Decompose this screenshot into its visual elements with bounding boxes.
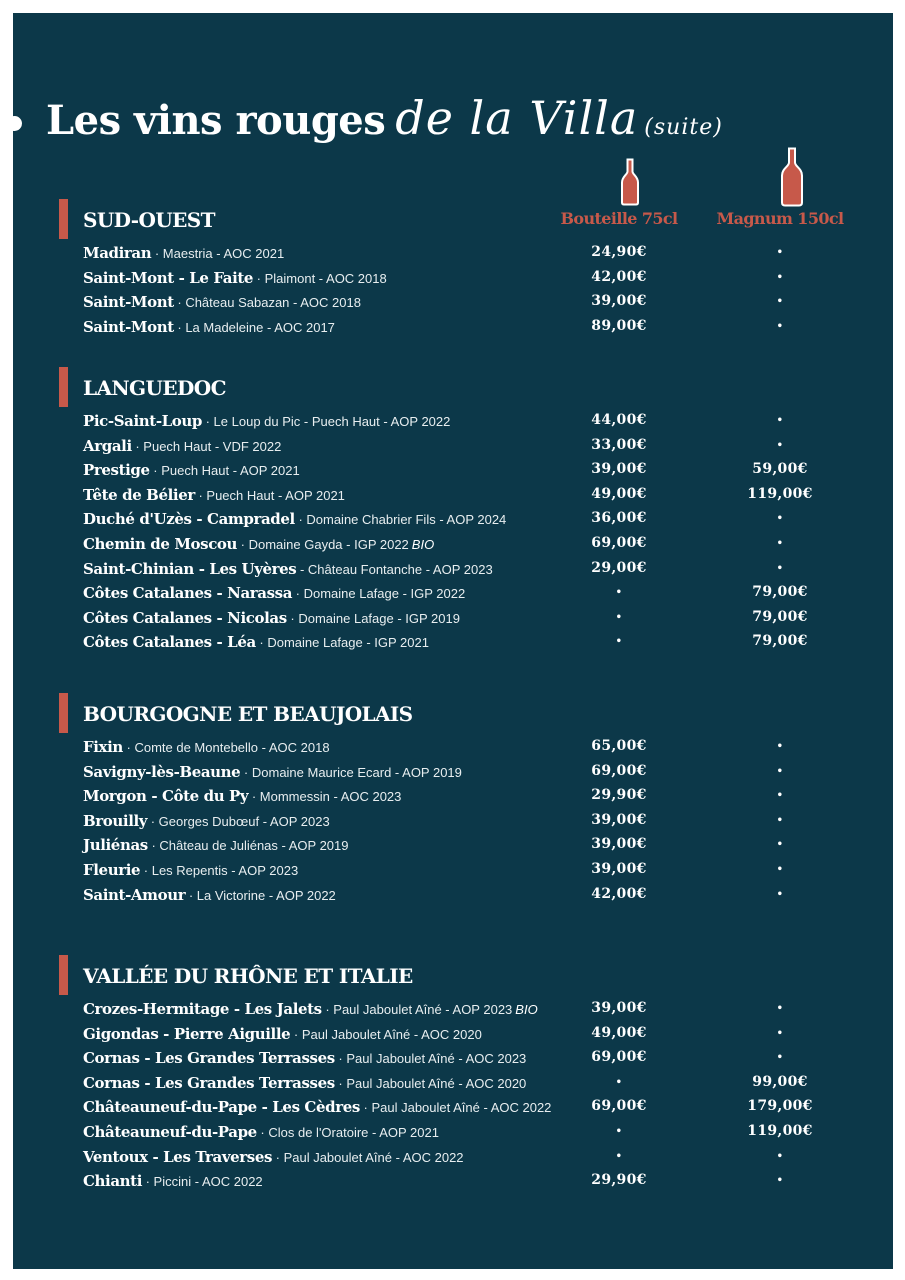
wine-row — [13, 291, 893, 316]
section-header — [13, 955, 893, 995]
wine-label — [83, 738, 333, 757]
wine-detail: · Domaine Chabrier Fils - AOP 2024 — [294, 512, 507, 528]
wine-row — [13, 410, 893, 435]
price-magnum: • — [776, 320, 784, 332]
wine-label — [83, 1148, 467, 1167]
wine-row — [13, 508, 893, 533]
price-magnum: • — [776, 790, 784, 802]
price-bottle: 39,00€ — [591, 1000, 647, 1016]
wine-row — [13, 1170, 893, 1195]
section-title: BOURGOGNE ET BEAUJOLAIS — [83, 702, 413, 726]
wine-label — [83, 1025, 485, 1044]
section-rhone-italie — [13, 955, 893, 1195]
price-bottle: 39,00€ — [591, 293, 647, 310]
wine-detail: · Paul Jaboulet Aîné - AOP 2023 — [321, 1002, 513, 1017]
wine-row — [13, 484, 893, 509]
price-magnum: 119,00€ — [747, 1122, 813, 1139]
wine-detail: · La Madeleine - AOC 2017 — [173, 319, 335, 335]
wine-row — [13, 459, 893, 484]
wine-name: Châteauneuf-du-Pape - Les Cèdres — [83, 1098, 360, 1117]
wine-name: Argali — [83, 436, 132, 455]
wine-detail: · Puech Haut - VDF 2022 — [131, 438, 282, 454]
price-bottle: 69,00€ — [591, 762, 647, 779]
price-magnum: • — [776, 537, 784, 549]
wine-label — [83, 1074, 529, 1093]
wine-row — [13, 834, 893, 859]
wine-label — [83, 293, 364, 312]
price-magnum: • — [776, 439, 784, 451]
wine-name: Madiran — [83, 244, 152, 262]
wine-row — [13, 1096, 893, 1121]
wine-detail: · Maestria - AOC 2021 — [151, 246, 285, 261]
title-suite: (suite) — [644, 115, 723, 140]
wine-name: Côtes Catalanes - Nicolas — [83, 608, 287, 627]
price-bottle: 39,00€ — [591, 836, 647, 853]
wine-label — [83, 1123, 442, 1142]
bio-label: BIO — [411, 536, 435, 552]
wine-detail: · Paul Jaboulet Aîné - AOC 2023 — [334, 1051, 527, 1067]
price-magnum: • — [776, 1003, 784, 1014]
wine-label — [83, 812, 333, 831]
price-bottle: 69,00€ — [591, 1049, 647, 1066]
wine-detail: · Clos de l'Oratoire - AOP 2021 — [256, 1124, 439, 1140]
wine-label — [83, 535, 434, 554]
wine-detail: · Piccini - AOC 2022 — [142, 1174, 263, 1190]
price-magnum: • — [776, 1150, 784, 1162]
wine-detail: · Georges Dubœuf - AOP 2023 — [147, 813, 330, 829]
price-magnum: 79,00€ — [752, 633, 808, 650]
wine-list — [13, 410, 893, 656]
wine-detail: · Puech Haut - AOP 2021 — [149, 463, 300, 479]
wine-name: Châteauneuf-du-Pape — [83, 1122, 257, 1141]
wine-detail: · Château de Juliénas - AOP 2019 — [147, 838, 349, 854]
price-bottle: 39,00€ — [591, 461, 647, 478]
price-magnum: • — [776, 513, 784, 525]
wine-name: Saint-Mont — [83, 317, 174, 336]
wine-row — [13, 558, 893, 583]
wine-detail: · Paul Jaboulet Aîné - AOC 2022 — [272, 1149, 464, 1165]
wine-name: Juliénas — [83, 836, 148, 855]
wine-label — [83, 560, 496, 579]
price-magnum: • — [776, 839, 784, 851]
section-sud-ouest — [13, 199, 893, 340]
wine-detail: · Paul Jaboulet Aîné - AOC 2022 — [359, 1100, 552, 1116]
wine-name: Cornas - Les Grandes Terrasses — [83, 1073, 335, 1092]
wine-detail: · Paul Jaboulet Aîné - AOC 2020 — [334, 1075, 527, 1091]
wine-row — [13, 631, 893, 656]
wine-list — [13, 242, 893, 340]
wine-row — [13, 859, 893, 884]
price-bottle: 42,00€ — [591, 268, 647, 285]
wine-detail: · Domaine Lafage - IGP 2022 — [292, 586, 466, 602]
section-accent-bar — [59, 367, 68, 407]
column-header-bottle: Bouteille 75cl — [560, 209, 678, 228]
price-magnum: • — [776, 863, 784, 875]
wine-name: Saint-Amour — [83, 885, 186, 904]
wine-detail: · Mommessin - AOC 2023 — [248, 789, 402, 805]
wine-detail: · Comte de Montebello - AOC 2018 — [122, 740, 330, 755]
price-magnum: • — [776, 247, 784, 258]
wine-name: Duché d'Uzès - Campradel — [83, 510, 295, 529]
wine-detail: · Plaimont - AOC 2018 — [253, 270, 387, 286]
column-header-magnum: Magnum 150cl — [716, 209, 844, 228]
wine-label — [83, 763, 465, 782]
wine-detail: · Puech Haut - AOP 2021 — [194, 487, 345, 503]
wine-label — [83, 787, 404, 806]
price-magnum: 99,00€ — [752, 1073, 808, 1090]
price-magnum: • — [776, 741, 784, 752]
wine-name: Prestige — [83, 461, 150, 480]
wine-label — [83, 244, 287, 263]
price-bottle: 29,90€ — [591, 1172, 647, 1189]
price-bottle: 39,00€ — [591, 811, 647, 828]
wine-row — [13, 1121, 893, 1146]
wine-name: Savigny-lès-Beaune — [83, 762, 241, 781]
wine-label — [83, 1049, 529, 1068]
wine-name: Brouilly — [83, 811, 148, 830]
price-bottle: • — [615, 636, 623, 648]
price-bottle: • — [615, 1125, 623, 1137]
wine-name: Pic-Saint-Loup — [83, 412, 202, 430]
wine-row — [13, 810, 893, 835]
bio-label: BIO — [515, 1002, 538, 1017]
price-bottle: 89,00€ — [591, 317, 647, 334]
wine-detail: · Paul Jaboulet Aîné - AOC 2020 — [290, 1026, 482, 1042]
wine-label — [83, 1000, 538, 1019]
price-bottle: 33,00€ — [591, 436, 647, 453]
section-title: SUD-OUEST — [83, 208, 215, 232]
wine-name: Tête de Bélier — [83, 485, 195, 504]
price-magnum: • — [776, 765, 784, 777]
wine-list — [13, 998, 893, 1195]
wine-name: Gigondas - Pierre Aiguille — [83, 1024, 291, 1043]
title-main: Les vins rouges — [46, 97, 386, 144]
wine-name: Cornas - Les Grandes Terrasses — [83, 1049, 335, 1068]
price-bottle: 49,00€ — [591, 1024, 647, 1041]
price-magnum: • — [776, 415, 784, 426]
wine-row — [13, 533, 893, 558]
section-header — [13, 693, 893, 733]
price-bottle: 44,00€ — [591, 412, 647, 428]
price-magnum: 79,00€ — [752, 608, 808, 625]
section-title: LANGUEDOC — [83, 376, 226, 400]
price-magnum: 179,00€ — [747, 1098, 813, 1115]
wine-name: Saint-Chinian - Les Uyères — [83, 559, 297, 578]
price-bottle: 69,00€ — [591, 534, 647, 551]
wine-name: Saint-Mont - Le Faite — [83, 268, 254, 287]
wine-label — [83, 318, 338, 337]
wine-name: Saint-Mont — [83, 293, 174, 312]
title-bullet — [13, 116, 22, 131]
price-bottle: • — [615, 1150, 623, 1162]
section-title: VALLÉE DU RHÔNE ET ITALIE — [83, 964, 413, 988]
section-accent-bar — [59, 199, 68, 239]
wine-row — [13, 435, 893, 460]
wine-label — [83, 510, 509, 529]
wine-label — [83, 486, 348, 505]
price-bottle: • — [615, 587, 623, 599]
wine-name: Fixin — [83, 738, 123, 756]
price-magnum: • — [776, 271, 784, 283]
price-magnum: • — [776, 1175, 784, 1187]
price-bottle: 65,00€ — [591, 738, 647, 754]
wine-label — [83, 861, 301, 880]
wine-name: Chemin de Moscou — [83, 534, 238, 553]
price-magnum: • — [776, 562, 784, 574]
wine-row — [13, 1023, 893, 1048]
page-title — [46, 91, 723, 145]
wine-detail: · Domaine Lafage - IGP 2019 — [286, 610, 460, 626]
price-bottle: 29,00€ — [591, 559, 647, 576]
wine-row — [13, 242, 893, 267]
section-header — [13, 367, 893, 407]
magnum-bottle-icon — [780, 147, 804, 207]
wine-name: Côtes Catalanes - Narassa — [83, 584, 293, 603]
price-magnum: • — [776, 1052, 784, 1064]
price-bottle: 49,00€ — [591, 485, 647, 502]
wine-detail: · Domaine Gayda - IGP 2022 — [237, 536, 409, 552]
title-script: de la Villa — [395, 91, 639, 145]
wine-detail: · Domaine Lafage - IGP 2021 — [255, 635, 429, 651]
wine-row — [13, 761, 893, 786]
wine-name: Côtes Catalanes - Léa — [83, 633, 256, 652]
wine-detail: - Château Fontanche - AOP 2023 — [296, 561, 493, 577]
price-magnum: • — [776, 1027, 784, 1039]
wine-row — [13, 884, 893, 909]
wine-menu-page — [13, 13, 893, 1269]
price-magnum: • — [776, 814, 784, 826]
price-bottle: 24,90€ — [591, 244, 647, 260]
wine-detail: · Les Repentis - AOP 2023 — [140, 862, 299, 878]
wine-label — [83, 633, 432, 652]
wine-row — [13, 607, 893, 632]
wine-detail: · La Victorine - AOP 2022 — [185, 887, 336, 903]
wine-row — [13, 582, 893, 607]
price-bottle: 69,00€ — [591, 1098, 647, 1115]
section-bourgogne-beaujolais — [13, 693, 893, 908]
wine-detail: · Château Sabazan - AOC 2018 — [173, 295, 361, 311]
price-magnum: 119,00€ — [747, 485, 813, 502]
section-header — [13, 199, 893, 239]
section-languedoc — [13, 367, 893, 656]
wine-name: Fleurie — [83, 860, 141, 879]
wine-name: Morgon - Côte du Py — [83, 787, 249, 806]
wine-label — [83, 412, 453, 431]
wine-detail: · Le Loup du Pic - Puech Haut - AOP 2022 — [202, 414, 451, 429]
section-accent-bar — [59, 693, 68, 733]
price-magnum: • — [776, 296, 784, 308]
wine-name: Ventoux - Les Traverses — [83, 1147, 273, 1166]
wine-list — [13, 736, 893, 908]
wine-row — [13, 785, 893, 810]
price-bottle: 29,90€ — [591, 787, 647, 804]
wine-label — [83, 609, 463, 628]
wine-label — [83, 836, 352, 855]
wine-row — [13, 1146, 893, 1171]
price-magnum: 59,00€ — [752, 461, 808, 478]
wine-label — [83, 1098, 554, 1117]
section-accent-bar — [59, 955, 68, 995]
price-magnum: • — [776, 888, 784, 900]
wine-label — [83, 461, 303, 480]
wine-row — [13, 1072, 893, 1097]
wine-label — [83, 886, 339, 905]
wine-label — [83, 269, 390, 288]
price-bottle: • — [615, 1076, 623, 1088]
wine-name: Crozes-Hermitage - Les Jalets — [83, 1000, 322, 1018]
price-bottle: 42,00€ — [591, 885, 647, 902]
wine-row — [13, 316, 893, 341]
wine-label — [83, 437, 284, 456]
wine-name: Chianti — [83, 1172, 142, 1191]
price-bottle: 36,00€ — [591, 510, 647, 527]
price-bottle: 39,00€ — [591, 860, 647, 877]
price-bottle: • — [615, 611, 623, 623]
wine-label — [83, 1172, 266, 1191]
wine-row — [13, 736, 893, 761]
wine-label — [83, 584, 468, 603]
wine-row — [13, 998, 893, 1023]
wine-detail: · Domaine Maurice Ecard - AOP 2019 — [240, 764, 462, 780]
wine-row — [13, 267, 893, 292]
wine-row — [13, 1047, 893, 1072]
price-magnum: 79,00€ — [752, 584, 808, 601]
